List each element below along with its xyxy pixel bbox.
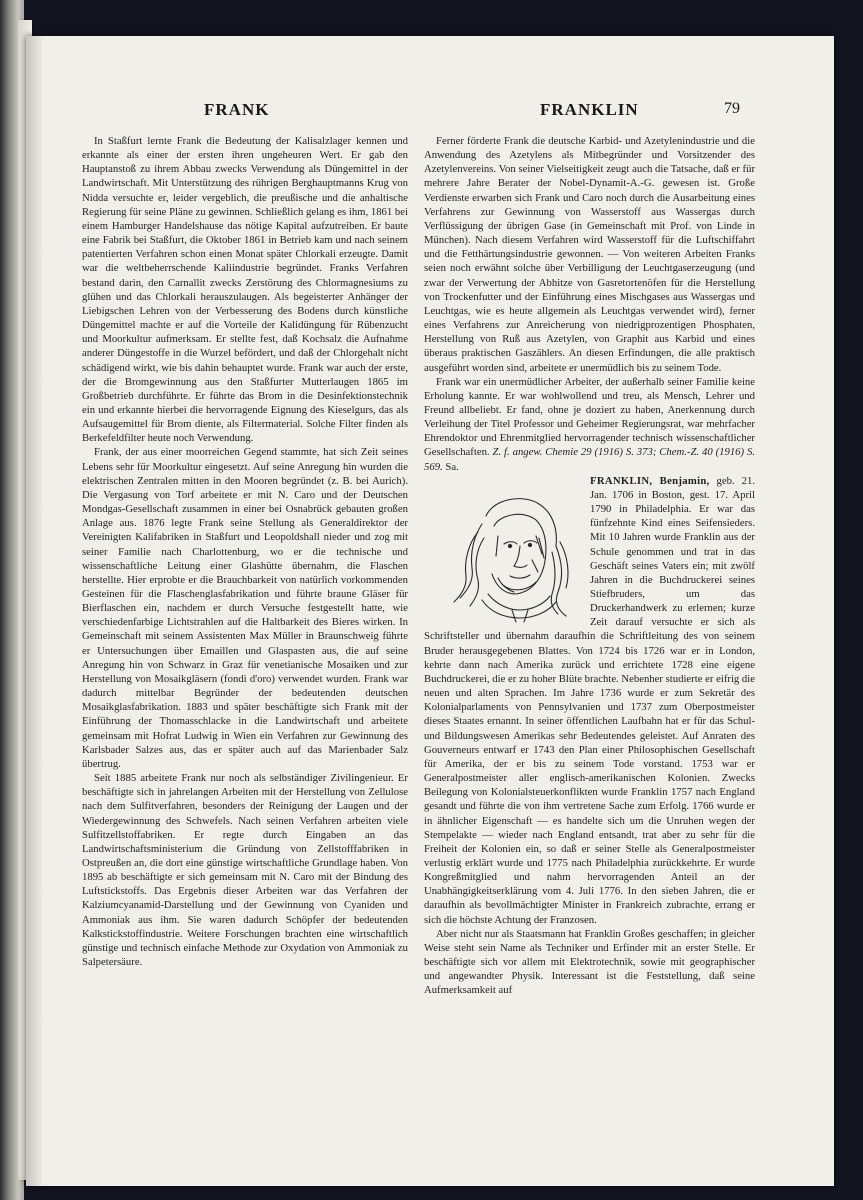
source-reference: Z. f. angew. Chemie 29 (1916) S. 373; Chem.-Z. 40 (1916) S. 569. [424, 446, 756, 473]
running-header [82, 100, 772, 124]
entry-heading: FRANKLIN, Benjamin, [590, 474, 710, 487]
author-initials: Sa. [445, 460, 459, 473]
left-column [82, 134, 408, 969]
paragraph: In Staßfurt lernte Frank die Bedeutung der Kalisalzlager kennen und erkannte als einer der ersten ihren ungeheuren Wert. Er gab den Hauptanstoß zu ihrem Abbau zwecks Verwendung als Düngemittel in der Landwirtschaft. Mit Unterstützung des rührigen Berghauptmanns Krug von Nidda versuchte er, leider vergeblich, die preußische und die anhaltische Regierung für seine Pläne zu gewinnen. Schließlich gelang es ihm, 1861 bei einem Hamburger Handelshause das nötige Kapital aufzutreiben. Er baute eine Fabrik bei Staßfurt, die Oktober 1861 in Betrieb kam und nach seinem patentierten Verfahren schon einen Monat später Chlorkali erzeugte. Damit war die weltbeherrschende Kaliindustrie begründet. Franks Verfahren bestand darin, den Carnallit zwecks Zerstörung des Chlormagnesiums zu glühen und das Chlorkali herauszulaugen. Als begeisterter Anhänger der Liebigschen Lehren von der Verbesserung des Bodens durch künstliche Düngemittel machte er auf die Vorteile der Kalidüngung für Rübenzucht und Moorkultur aufmerksam. Er stellte fest, daß Kochsalz die Aufnahme anderer Düngestoffe in die Wurzel befördert, und daß der Chlorgehalt nicht schädigend wirkt, wie bis dahin behauptet wurde. Frank war auch der erste, der die Bromgewinnung aus den Staßfurter Mutterlaugen 1865 im Großbetrieb durchführte. Er führte das Brom in die Desinfektionstechnik ein und erkannte hierbei die hervorragende Eignung des Kieselgurs, das als Aufsaugemittel für Brom diente, als Filtermaterial. Solche Filter finden als Berkefeldfilter heute noch Verwendung. [82, 135, 408, 445]
page-number: 79 [724, 100, 740, 117]
paragraph-with-source [424, 375, 755, 474]
right-column [424, 134, 755, 998]
book-page [26, 36, 834, 1186]
gutter-shadow [26, 36, 44, 1186]
paragraph: Ferner förderte Frank die deutsche Karbid- und Azetylenindustrie und die Anwendung des Azetylens als Mitbegründer und Vorsitzender des Azetylenvereins. Von seiner Vielseitigkeit zeugt auch die Tatsache, daß er für mehrere Jahre Berater der Nobel-Dynamit-A.-G. gewesen ist. Große Verdienste erwarben sich Frank und Caro noch durch die Ausarbeitung eines Verfahrens zur Gewinnung von Wasserstoff aus Wassergas durch Verflüssigung der übrigen Gase (in Gemeinschaft mit Prof. von Linde in München). Nach diesem Verfahren wird Wasserstoff für die Luftschiffahrt und die Fetthärtungsindustrie gewonnen. — Von weiteren Arbeiten Franks seien noch erwähnt solche über Verbilligung der Leuchtgaserzeugung (und zwar der Verwertung der Abhitze von Gasretortenöfen für die Herstellung von Trockenfutter und der Einführung eines Mischgases aus Wassergas und Leuchtgas, wie es heute allgemein als Leuchtgas verwendet wird), ferner eines Verfahrens zur Anreicherung von niedrigprozentigen Phosphaten, Herstellung von Ruß aus Azetylen, von Graphit aus Karbid und eines überaus praktischen Gaszählers. An diesen Erfindungen, die alle praktisch ausgeführt worden sind, arbeitete er unermüdlich bis zu seinem Tode. [424, 135, 755, 374]
paragraph: Seit 1885 arbeitete Frank nur noch als selbständiger Zivilingenieur. Er beschäftigte sich in jahrelangen Arbeiten mit der Herstellung von Zellulose nach dem Sulfitverfahren, besonders der Reinigung der Laugen und der Wiedergewinnung des Schwefels. Nach seinen Verfahren arbeiten viele Sulfitzellstoffabriken. Er regte durch Eingaben an das Landwirtschaftsministerium die Gründung von Zellstofffabriken in Ostpreußen an, die dort eine günstige wirtschaftliche Grundlage haben. Von 1895 ab beschäftigte er sich gemeinsam mit N. Caro mit der Bindung des Luftstickstoffs. Das Ergebnis dieser Arbeiten war das Verfahren der Kalziumcyanamid-Darstellung und der Gewinnung von Cyaniden und Ammoniak aus ihm. Sie waren dadurch Schöpfer der bedeutenden Kalkstickstoffindustrie. Weitere Forschungen brachten eine wirtschaftlich günstige und technisch einfache Methode zur Oxydation von Ammoniak zu Salpetersäure. [82, 772, 408, 969]
entry-text: geb. 21. Jan. 1706 in Boston, gest. 17. April 1790 in Philadelphia. Er war das fünfzehnte Kind eines Seifensieders. Mit 10 Jahren wurde Franklin aus der Schule genommen und trat in das Geschäft seines Vaters ein; mit zwölf Jahren in die Buchdruckerei seines Stiefbruders, um das Druckerhandwerk zu erlernen; kurze Zeit darauf versuchte er sich als Schriftsteller und übernahm daraufhin die Schriftleitung des von seinem Bruder herausgegebenen Blattes. Von 1724 bis 1726 war er in London, kehrte dann nach Amerika zurück und errichtete 1728 eine eigene Buchdruckerei, die er zu hoher Blüte brachte. Nebenher studierte er eifrig die neuen und alten Sprachen. Im Jahre 1736 wurde er zum Sekretär des Kolonialparlaments von Pennsylvanien und 1737 zum Oberpostmeister dieses Staates ernannt. In seiner öffentlichen Laufbahn hat er für das Schul- und Bildungswesen Amerikas sehr Bedeutendes geleistet. Auf Anraten des Gouverneurs entwarf er 1743 den Plan einer Philosophischen Gesellschaft für Amerika, der er bis zu seinem Tode vorstand. 1753 war er Generalpostmeister aller englisch-amerikanischen Kolonien. Zwecks Beilegung von Kolonialsteuerkonflikten wurde Franklin 1757 nach England gesandt und führte die von ihm vertretene Sache zum Erfolg. 1766 wurde er in ähnlicher Eigenschaft — es handelte sich um die Unruhen wegen der Stempelakte — wieder nach England entsandt, trat aber zu sehr für die Freiheit der Kolonien ein, so daß er seiner Stelle als Generalpostmeister verlustig erklärt wurde und 1775 nach Philadelphia zurückkehrte. Er wurde Kongreßmitglied und nahm hervorragenden Anteil an der Unabhängigkeitserklärung vom 4. Juli 1776. In den sieben Jahren, die er daraufhin als bevollmächtigter Minister in Frankreich zubrachte, errang er sich die höchste Achtung der Franzosen. [424, 474, 755, 926]
franklin-entry [424, 474, 755, 927]
paragraph: Frank, der aus einer moorreichen Gegend stammte, hat sich Zeit seines Lebens sehr für Moorkultur eingesetzt. Auf seine Anregung hin wurden die elektrischen Zentralen mitten in den Mooren begründet (z. B. bei Aurich). Die Vergasung von Torf arbeitete er mit N. Caro und der Deutschen Mondgas-Gesellschaft zusammen in einer bei Osnabrück gebauten großen Anlage aus. 1876 legte Frank seine Stellung als Generaldirektor der Vereinigten Kalifabriken in Staßfurt und Leopoldshall nieder und zog mit seiner Familie nach Charlottenburg, wo er die technische und wissenschaftliche Leitung einer Glashütte übernahm, die Flaschen herstellte. Hier erprobte er die Brauchbarkeit von natürlich vorkommenden Gesteinen für die Flaschenglasfabrikation und führte braune Gläser für Bierflaschen ein, nachdem er durch Versuche festgestellt hatte, wie verschiedenfarbige Lichtstrahlen auf die Haltbarkeit des Bieres wirken. In Gemeinschaft mit seinem Assistenten Max Müller in Braunschweig führte er Untersuchungen über Emaillen und Glaspasten aus, die auf seine Anregung hin von Schwarz in Graz für venetianische Mosaiken und zur Herstellung von Mosaikgläsern (fondi d'oro) verwendet wurden. Frank war dadurch mittelbar Begründer der bedeutenden deutschen Mosaikglasfabrikation. 1883 und später beschäftigte sich Frank mit der Einführung der Thomasschlacke in die Landwirtschaft und arbeitete gemeinsam mit Hofrat Ludwig in Wien ein Verfahren zur Gewinnung des Karlsbader Salzes aus, das er später auch auf das Marienbader Salz übertrug. [82, 446, 408, 770]
header-right-title: FRANKLIN [540, 100, 639, 119]
paragraph: Aber nicht nur als Staatsmann hat Franklin Großes geschaffen; in gleicher Weise steht sein Name als Techniker und Erfinder mit an erster Stelle. Er beschäftigte sich vor allem mit Elektrotechnik, sowie mit geographischer und angewandter Physik. Interessant ist die Feststellung, daß seine Aufmerksamkeit auf [424, 927, 755, 997]
franklin-portrait [424, 476, 584, 626]
paragraph-text: Frank war ein unermüdlicher Arbeiter, der außerhalb seiner Familie keine Erholung kannte. Er war wohlwollend und treu, als Mensch, Lehrer und Freund allbeliebt. Er fand, ohne je doziert zu haben, Anerkennung durch Verleihung der Titel Professor und Geheimer Regierungsrat, war mehrfacher Ehrendoktor und Ehrenmitglied hervorragender technisch wissenschaftlicher Gesellschaften. [424, 375, 755, 459]
header-left-title: FRANK [204, 100, 270, 119]
portrait-icon [424, 476, 584, 626]
